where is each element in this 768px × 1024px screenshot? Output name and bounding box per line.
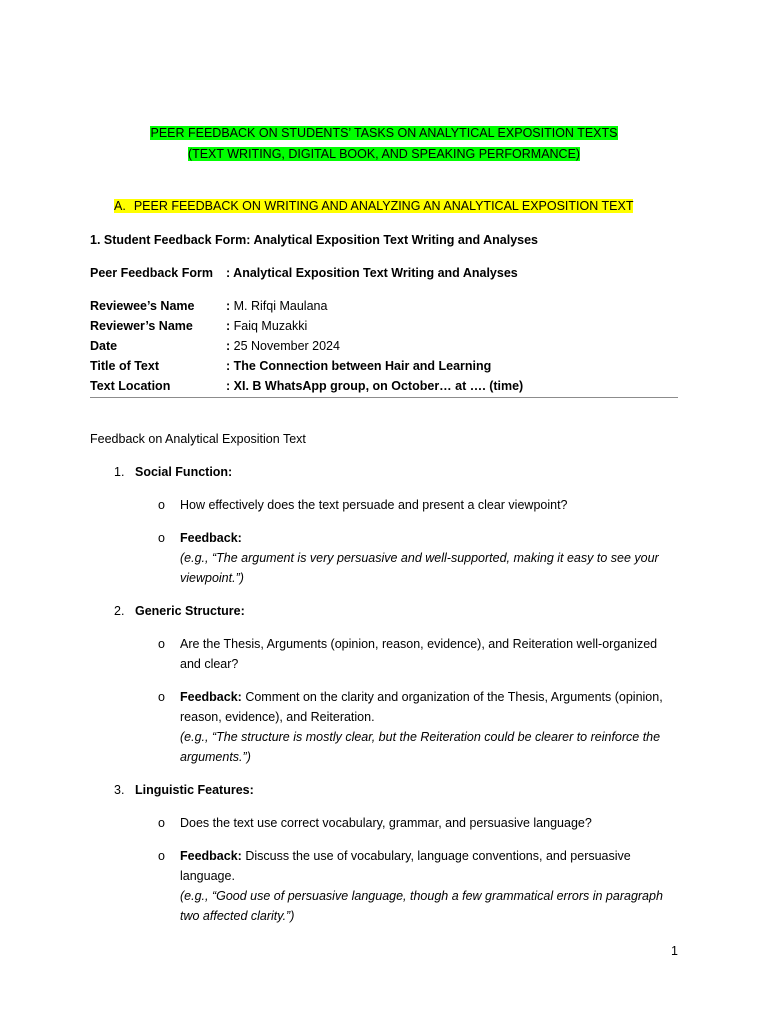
feedback-text: Comment on the clarity and organization of the Thesis, Arguments (opinion, xyxy=(241,690,663,704)
section-a-heading xyxy=(114,199,633,213)
document-title-line-2 xyxy=(0,147,768,161)
field-label-reviewee: Reviewee’s Name xyxy=(90,299,195,313)
field-label-reviewer: Reviewer’s Name xyxy=(90,319,193,333)
page-number: 1 xyxy=(671,944,678,958)
feedback-example: arguments.”) xyxy=(180,750,251,764)
reviewer-name: Faiq Muzakki xyxy=(233,319,308,333)
feedback-heading: Feedback on Analytical Exposition Text xyxy=(90,432,306,446)
field-value-reviewer xyxy=(226,319,307,333)
form-divider xyxy=(90,397,678,398)
feedback-example: (e.g., “The structure is mostly clear, but the Reiteration could be clearer to reinforce the xyxy=(180,730,661,744)
bullet-icon: o xyxy=(158,849,165,863)
date-value: 25 November 2024 xyxy=(233,339,340,353)
section-a-title: PEER FEEDBACK ON WRITING AND ANALYZING AN ANALYTICAL EXPOSITION TEXT xyxy=(126,199,634,213)
feedback-line xyxy=(180,690,663,704)
bullet-icon: o xyxy=(158,531,165,545)
document-title-line-1 xyxy=(0,126,768,140)
form-heading: 1. Student Feedback Form: Analytical Exposition Text Writing and Analyses xyxy=(90,233,539,247)
feedback-example: two affected clarity.”) xyxy=(180,909,295,923)
question-social-function: How effectively does the text persuade and present a clear viewpoint? xyxy=(180,498,568,512)
reviewee-name: M. Rifqi Maulana xyxy=(233,299,328,313)
feedback-line xyxy=(180,849,631,863)
field-label-title-of-text: Title of Text xyxy=(90,359,159,373)
feedback-label: Feedback: xyxy=(180,531,242,545)
question-linguistic-features: Does the text use correct vocabulary, grammar, and persuasive language? xyxy=(180,816,592,830)
criterion-title-generic-structure: Generic Structure: xyxy=(135,604,245,618)
field-value-peer-feedback-form: : Analytical Exposition Text Writing and Analyses xyxy=(226,266,518,280)
colon: : xyxy=(226,299,234,313)
colon: : xyxy=(226,339,234,353)
feedback-label: Feedback: xyxy=(180,690,242,704)
field-value-text-location: : XI. B WhatsApp group, on October… at …. (time) xyxy=(226,379,524,393)
bullet-icon: o xyxy=(158,637,165,651)
field-value-date xyxy=(226,339,340,353)
bullet-icon: o xyxy=(158,498,165,512)
criterion-title-social-function: Social Function: xyxy=(135,465,233,479)
criterion-number: 1. xyxy=(114,465,125,479)
bullet-icon: o xyxy=(158,690,165,704)
criterion-number: 2. xyxy=(114,604,125,618)
criterion-number: 3. xyxy=(114,783,125,797)
field-value-title-of-text: : The Connection between Hair and Learning xyxy=(226,359,492,373)
feedback-text: reason, evidence), and Reiteration. xyxy=(180,710,375,724)
criterion-title-linguistic-features: Linguistic Features: xyxy=(135,783,254,797)
field-value-reviewee xyxy=(226,299,327,313)
feedback-example: viewpoint.”) xyxy=(180,571,244,585)
feedback-example: (e.g., “Good use of persuasive language, though a few grammatical errors in paragraph xyxy=(180,889,663,903)
question-generic-structure: and clear? xyxy=(180,657,239,671)
title-highlight-1: PEER FEEDBACK ON STUDENTS’ TASKS ON ANALYTICAL EXPOSITION TEXTS xyxy=(150,126,618,140)
colon: : xyxy=(226,319,234,333)
section-a-marker: A. xyxy=(114,199,126,213)
field-label-text-location: Text Location xyxy=(90,379,171,393)
feedback-text: language. xyxy=(180,869,235,883)
field-label-date: Date xyxy=(90,339,118,353)
feedback-text: Discuss the use of vocabulary, language conventions, and persuasive xyxy=(241,849,631,863)
question-generic-structure: Are the Thesis, Arguments (opinion, reason, evidence), and Reiteration well-organized xyxy=(180,637,658,651)
bullet-icon: o xyxy=(158,816,165,830)
field-label-peer-feedback-form: Peer Feedback Form xyxy=(90,266,213,280)
title-highlight-2: (TEXT WRITING, DIGITAL BOOK, AND SPEAKING PERFORMANCE) xyxy=(187,147,581,161)
feedback-label: Feedback: xyxy=(180,849,242,863)
feedback-example: (e.g., “The argument is very persuasive and well-supported, making it easy to see your xyxy=(180,551,659,565)
